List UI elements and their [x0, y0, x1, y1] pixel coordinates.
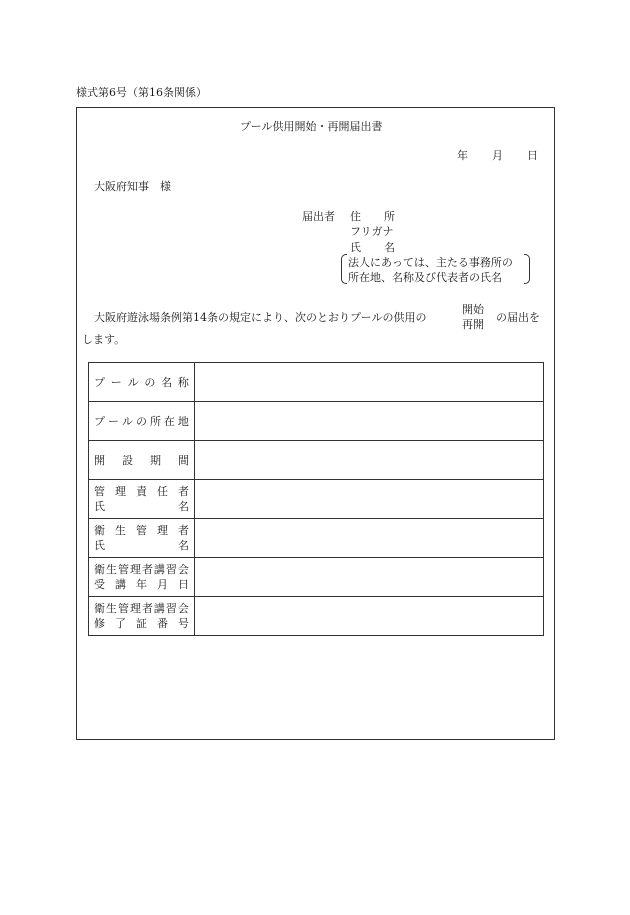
name-label-1: 氏: [350, 241, 361, 254]
option-reopen: 再開: [462, 318, 484, 331]
name-label-2: 名: [384, 241, 395, 254]
open-period-label: 開 設 期 間: [89, 441, 195, 480]
date-month: 月: [492, 149, 503, 162]
facility-table: [88, 362, 544, 636]
body-text-line2: します。: [82, 333, 126, 346]
form-title: プール供用開始・再開届出書: [240, 120, 383, 133]
table-row: [89, 558, 544, 597]
corp-note-line2: 所在地、名称及び代表者の氏名: [348, 271, 502, 284]
addressee: 大阪府知事 様: [94, 180, 171, 193]
bracket-right: [524, 254, 530, 284]
bracket-left: [341, 254, 347, 284]
address-label-2: 所: [384, 210, 395, 223]
body-text-after: の届出を: [496, 311, 540, 324]
form-number: 様式第6号（第16条関係）: [76, 86, 207, 99]
option-open: 開始: [462, 303, 484, 316]
training-date-label: 衛 生 管 理 者 講 習 会 受 講 年 月 日: [89, 558, 195, 597]
corp-note-line1: 法人にあっては、主たる事務所の: [348, 256, 513, 269]
date-day: 日: [527, 149, 538, 162]
certificate-number-value[interactable]: [194, 597, 543, 636]
table-row: [89, 441, 544, 480]
table-row: [89, 363, 544, 402]
certificate-number-label: 衛 生 管 理 者 講 習 会 修 了 証 番 号: [89, 597, 195, 636]
table-row: [89, 402, 544, 441]
hygiene-manager-name-value[interactable]: [194, 519, 543, 558]
training-date-value[interactable]: [194, 558, 543, 597]
table-row: [89, 519, 544, 558]
address-label-1: 住: [350, 210, 361, 223]
notifier-label: 届出者: [302, 210, 335, 223]
furigana-label: フリガナ: [350, 225, 394, 238]
hygiene-manager-name-label: 衛 生 管 理 者 氏 名: [89, 519, 195, 558]
date-year: 年: [457, 149, 468, 162]
pool-location-label: プ ー ル の 所 在 地: [89, 402, 195, 441]
table-row: [89, 597, 544, 636]
table-row: [89, 480, 544, 519]
manager-name-label: 管 理 責 任 者 氏 名: [89, 480, 195, 519]
open-period-value[interactable]: [194, 441, 543, 480]
pool-name-value[interactable]: [194, 363, 543, 402]
manager-name-value[interactable]: [194, 480, 543, 519]
body-text-before: 大阪府遊泳場条例第14条の規定により、次のとおりプールの供用の: [94, 311, 427, 324]
pool-name-label: プ ー ル の 名 称: [89, 363, 195, 402]
pool-location-value[interactable]: [194, 402, 543, 441]
